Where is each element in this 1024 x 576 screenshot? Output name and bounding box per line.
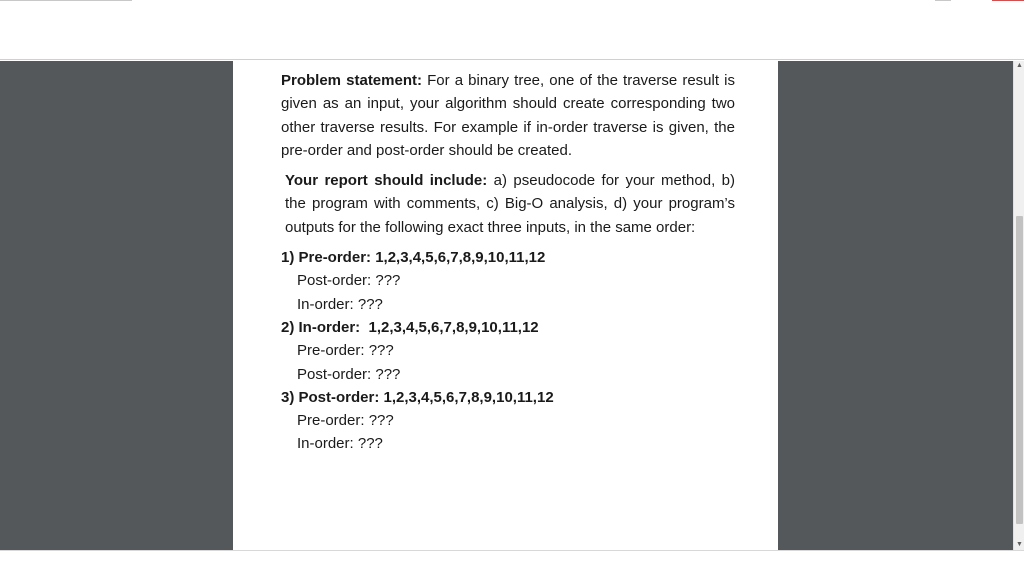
report-requirements-paragraph xyxy=(281,169,735,239)
case-1-output-1: Post-order: ??? xyxy=(297,272,401,290)
case-1-heading: 1) Pre-order: 1,2,3,4,5,6,7,8,9,10,11,12 xyxy=(281,249,546,267)
page-content xyxy=(281,69,735,456)
case-3-output-2: In-order: ??? xyxy=(297,435,383,453)
top-toolbar-area xyxy=(0,0,1024,60)
problem-statement-paragraph xyxy=(281,69,735,162)
scroll-down-icon[interactable]: ▼ xyxy=(1016,541,1023,548)
report-requirements-text: a) pseudocode for your method, b) the program with comments, c) Big-O analysis, d) your program’s outputs for the following exact three inputs, in the same order: xyxy=(285,172,735,236)
tab-edge-left xyxy=(0,0,132,1)
case-2-output-2: Post-order: ??? xyxy=(297,365,401,383)
problem-statement-label: Problem statement: xyxy=(281,72,422,89)
input-cases-list xyxy=(281,246,735,456)
scroll-thumb[interactable] xyxy=(1016,216,1023,524)
case-2-heading: 2) In-order: 1,2,3,4,5,6,7,8,9,10,11,12 xyxy=(281,318,539,336)
close-tab-edge xyxy=(992,0,1024,1)
case-1-output-2: In-order: ??? xyxy=(297,295,383,313)
case-3-output-1: Pre-order: ??? xyxy=(297,412,394,430)
tab-edge-right xyxy=(935,0,951,1)
document-page xyxy=(233,61,778,550)
report-requirements-label: Your report should include: xyxy=(285,172,488,190)
vertical-scrollbar[interactable] xyxy=(1013,61,1024,550)
problem-statement-text: For a binary tree, one of the traverse result is given as an input, your algorithm should create corresponding two other traverse results. For example if in-order traverse is given, the pre-order and post-order should be created. xyxy=(281,72,735,159)
case-3-heading: 3) Post-order: 1,2,3,4,5,6,7,8,9,10,11,12 xyxy=(281,388,554,406)
case-2-output-1: Pre-order: ??? xyxy=(297,342,394,360)
bottom-status-area xyxy=(0,550,1024,576)
scroll-up-icon[interactable]: ▲ xyxy=(1016,62,1023,69)
